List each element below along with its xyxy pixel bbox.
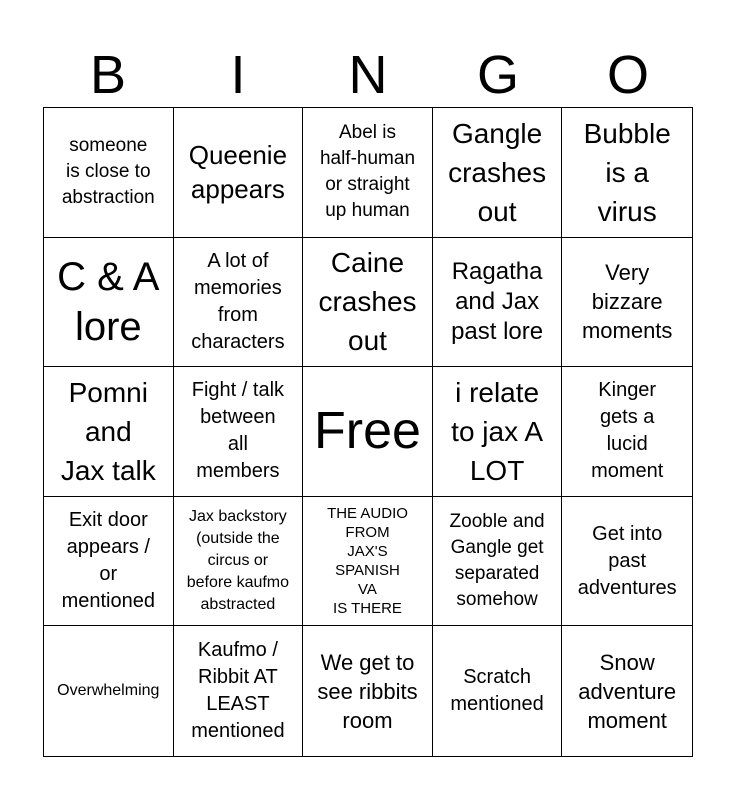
header-letter-o: O bbox=[606, 45, 649, 105]
cell-text: someone is close to abstraction bbox=[61, 135, 155, 209]
free-space[interactable] bbox=[303, 367, 433, 497]
bingo-cell[interactable] bbox=[174, 238, 304, 368]
cell-text: A lot of memories from characters bbox=[191, 249, 285, 353]
cell-text: Zooble and Gangle get separated somehow bbox=[449, 511, 545, 611]
cell-text: THE AUDIO FROM JAX'S SPANISH VA IS THERE bbox=[327, 505, 408, 618]
bingo-cell[interactable] bbox=[433, 108, 563, 238]
cell-text: Jax backstory (outside the circus or before kaufmo abstracted bbox=[186, 508, 290, 614]
bingo-cell[interactable] bbox=[174, 626, 304, 756]
bingo-header bbox=[43, 44, 693, 106]
bingo-cell[interactable] bbox=[303, 626, 433, 756]
bingo-cell[interactable] bbox=[562, 497, 692, 627]
bingo-cell[interactable] bbox=[44, 238, 174, 368]
cell-text: Kinger gets a lucid moment bbox=[591, 379, 664, 483]
bingo-cell[interactable] bbox=[174, 497, 304, 627]
cell-text: Gangle crashes out bbox=[448, 117, 547, 227]
cell-text: C & A lore bbox=[57, 254, 160, 349]
bingo-cell[interactable] bbox=[433, 238, 563, 368]
cell-text: i relate to jax A LOT bbox=[451, 376, 544, 486]
bingo-cell[interactable] bbox=[44, 367, 174, 497]
bingo-cell[interactable] bbox=[44, 626, 174, 756]
cell-text: We get to see ribbits room bbox=[317, 649, 418, 733]
cell-text: Scratch mentioned bbox=[450, 666, 544, 716]
bingo-cell[interactable] bbox=[174, 108, 304, 238]
cell-text: Abel is half-human or straight up human bbox=[319, 122, 416, 222]
cell-text: Snow adventure moment bbox=[578, 649, 677, 733]
cell-text: Kaufmo / Ribbit AT LEAST mentioned bbox=[191, 639, 285, 743]
cell-text: Fight / talk between all members bbox=[191, 379, 285, 483]
cell-text: Pomni and Jax talk bbox=[60, 376, 156, 486]
cell-text: Exit door appears / or mentioned bbox=[61, 509, 155, 613]
bingo-cell[interactable] bbox=[303, 497, 433, 627]
bingo-cell[interactable] bbox=[433, 367, 563, 497]
cell-text: Queenie appears bbox=[188, 140, 288, 205]
header-letter-i: I bbox=[230, 45, 246, 105]
bingo-cell[interactable] bbox=[562, 626, 692, 756]
bingo-cell[interactable] bbox=[174, 367, 304, 497]
cell-text: Get into past adventures bbox=[577, 522, 677, 599]
bingo-cell[interactable] bbox=[562, 367, 692, 497]
cell-text: Free bbox=[314, 402, 421, 461]
cell-text: Ragatha and Jax past lore bbox=[451, 257, 544, 345]
bingo-cell[interactable] bbox=[433, 626, 563, 756]
bingo-cell[interactable] bbox=[433, 497, 563, 627]
header-letter-n: N bbox=[348, 45, 388, 105]
cell-text: Very bizzare moments bbox=[581, 260, 673, 344]
bingo-cell[interactable] bbox=[562, 238, 692, 368]
bingo-cell[interactable] bbox=[303, 108, 433, 238]
bingo-cell[interactable] bbox=[44, 497, 174, 627]
bingo-cell[interactable] bbox=[303, 238, 433, 368]
cell-text: Caine crashes out bbox=[318, 247, 417, 357]
bingo-cell[interactable] bbox=[562, 108, 692, 238]
header-letter-b: B bbox=[89, 45, 127, 105]
bingo-grid bbox=[43, 107, 693, 757]
bingo-cell[interactable] bbox=[44, 108, 174, 238]
cell-text: Overwhelming bbox=[57, 682, 160, 700]
header-letter-g: G bbox=[476, 45, 519, 105]
cell-text: Bubble is a virus bbox=[583, 117, 671, 227]
